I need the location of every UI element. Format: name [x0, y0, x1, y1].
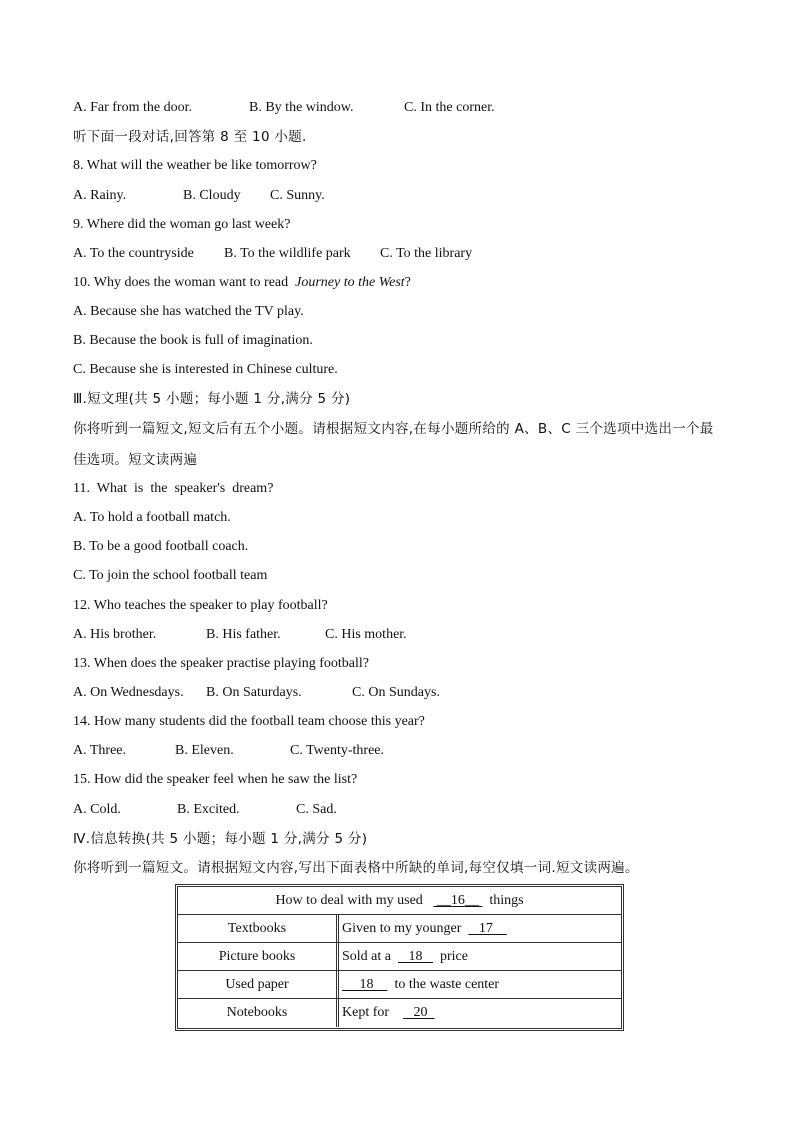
question-15: 15. How did the speaker feel when he saw the list?	[73, 772, 358, 787]
q11-option-b: B. To be a good football coach.	[73, 539, 249, 554]
blank-16: __16__	[433, 893, 483, 908]
q10-option-c: C. Because she is interested in Chinese culture.	[73, 362, 338, 377]
instruction-8-10: 听下面一段对话,回答第 8 至 10 小题.	[73, 129, 307, 145]
table-header-suffix: things	[489, 893, 524, 908]
table-item-cell: Picture books	[178, 943, 339, 970]
q14-option-c: C. Twenty-three.	[290, 743, 385, 758]
table-detail-cell: 18 to the waste center	[340, 971, 621, 998]
question-10	[73, 274, 411, 292]
q13-option-a: A. On Wednesdays.	[73, 685, 184, 700]
section-3-heading: Ⅲ.短文理(共 5 小题；每小题 1 分,满分 5 分)	[73, 391, 351, 407]
q8-option-b: B. Cloudy	[183, 188, 241, 203]
q9-option-a: A. To the countryside	[73, 246, 194, 261]
q7-option-a: A. Far from the door.	[73, 100, 192, 115]
question-10-suffix: ?	[404, 275, 411, 290]
q7-option-c: C. In the corner.	[404, 100, 495, 115]
q11-option-a: A. To hold a football match.	[73, 510, 231, 525]
table-row	[178, 999, 621, 1027]
q8-option-c: C. Sunny.	[270, 188, 325, 203]
blank-20: 20	[413, 1005, 428, 1020]
q7-option-b: B. By the window.	[249, 100, 354, 115]
q8-option-a: A. Rainy.	[73, 188, 127, 203]
table-row	[178, 971, 621, 999]
blank-18: 18	[408, 949, 423, 964]
q12-option-a: A. His brother.	[73, 627, 157, 642]
question-14: 14. How many students did the football team choose this year?	[73, 714, 425, 729]
q15-option-c: C. Sad.	[296, 802, 337, 817]
section-3-instruction-line-2: 佳选项。短文读两遍	[73, 452, 198, 468]
q14-option-a: A. Three.	[73, 743, 126, 758]
blank-18-second: 18	[359, 977, 374, 992]
table-header-cell	[178, 887, 621, 914]
q13-option-b: B. On Saturdays.	[206, 685, 302, 700]
question-10-prefix: 10. Why does the woman want to read	[73, 275, 289, 290]
section-4-heading: Ⅳ.信息转换(共 5 小题；每小题 1 分,满分 5 分)	[73, 831, 368, 847]
q12-option-b: B. His father.	[206, 627, 281, 642]
table-detail-cell: Kept for 20	[340, 999, 621, 1027]
question-11: 11. What is the speaker's dream?	[73, 481, 274, 496]
section-4-instruction: 你将听到一篇短文。请根据短文内容,写出下面表格中所缺的单词,每空仅填一词.短文读两遍。	[73, 860, 639, 876]
question-8: 8. What will the weather be like tomorrow?	[73, 158, 317, 173]
question-10-book-title: Journey to the West	[295, 275, 405, 290]
table-item-cell: Notebooks	[178, 999, 339, 1027]
question-9: 9. Where did the woman go last week?	[73, 217, 291, 232]
table-header-row	[178, 887, 621, 915]
table-header-prefix: How to deal with my used	[275, 893, 423, 908]
q11-option-c: C. To join the school football team	[73, 568, 268, 583]
q13-option-c: C. On Sundays.	[352, 685, 440, 700]
q10-option-a: A. Because she has watched the TV play.	[73, 304, 304, 319]
table-row	[178, 943, 621, 971]
section-3-instruction-line-1: 你将听到一篇短文,短文后有五个小题。请根据短文内容,在每小题所给的 A、B、C 三个选项中选出一个最	[73, 421, 714, 437]
q14-option-b: B. Eleven.	[175, 743, 234, 758]
question-12: 12. Who teaches the speaker to play football?	[73, 598, 328, 613]
q15-option-a: A. Cold.	[73, 802, 121, 817]
q10-option-b: B. Because the book is full of imagination.	[73, 333, 313, 348]
q15-option-b: B. Excited.	[177, 802, 240, 817]
info-table	[175, 884, 624, 1031]
blank-17: 17	[478, 921, 493, 936]
q9-option-b: B. To the wildlife park	[224, 246, 351, 261]
question-13: 13. When does the speaker practise playing football?	[73, 656, 369, 671]
table-row	[178, 915, 621, 943]
q12-option-c: C. His mother.	[325, 627, 407, 642]
table-detail-cell: Given to my younger 17	[340, 915, 621, 942]
table-item-cell: Textbooks	[178, 915, 339, 942]
table-detail-cell: Sold at a 18 price	[342, 949, 468, 964]
q9-option-c: C. To the library	[380, 246, 473, 261]
table-item-cell: Used paper	[178, 971, 339, 998]
